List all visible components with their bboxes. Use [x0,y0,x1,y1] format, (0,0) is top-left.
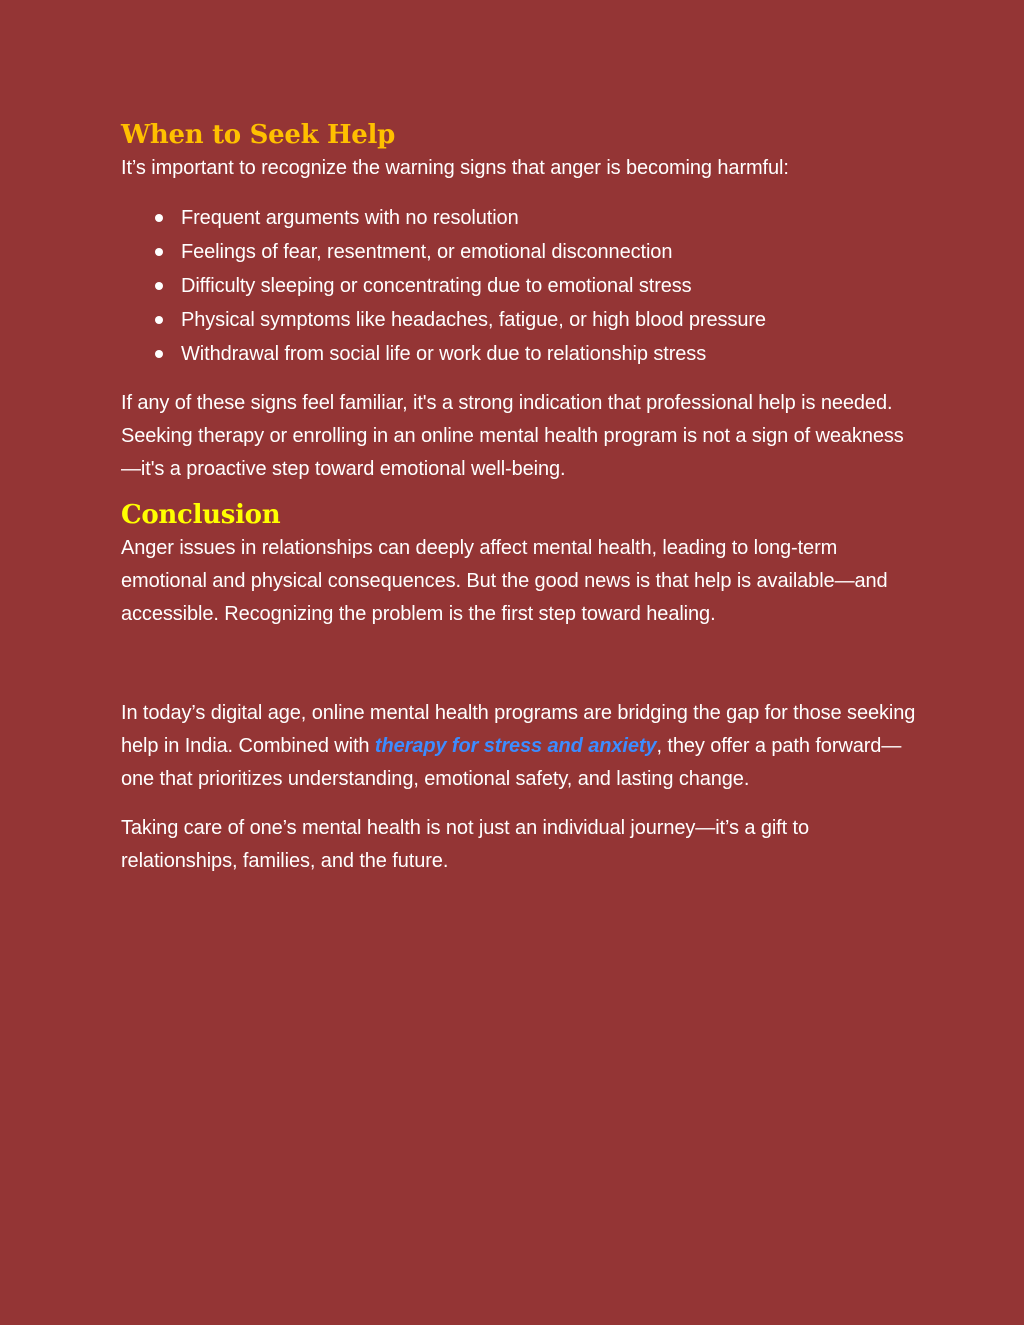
warning-signs-list [121,201,921,371]
section-heading-conclusion: Conclusion [121,500,281,530]
therapy-link[interactable]: therapy for stress and anxiety [374,735,657,757]
list-item-text: Withdrawal from social life or work due to relationship stress [181,343,707,365]
bullet-icon [155,214,163,222]
intro-paragraph: It’s important to recognize the warning signs that anger is becoming harmful: [121,157,789,179]
list-item [121,269,921,303]
list-item [121,303,921,337]
list-item-text: Physical symptoms like headaches, fatigue, or high blood pressure [181,309,766,331]
bullet-icon [155,350,163,358]
digital-age-paragraph [121,697,921,796]
paragraph-text: In today’s digital age, online mental health programs are bridging the gap for those seeking help in India. Combined with [121,702,916,757]
bullet-icon [155,248,163,256]
paragraph-text: , they offer a path forward—one that prioritizes understanding, emotional safety, and lasting change. [121,735,902,790]
bullet-icon [155,282,163,290]
section-heading-when-to-seek-help: When to Seek Help [121,120,395,150]
list-item [121,337,921,371]
list-item-text: Feelings of fear, resentment, or emotional disconnection [181,241,673,263]
list-item-text: Frequent arguments with no resolution [181,207,519,229]
list-item [121,201,921,235]
followup-paragraph: If any of these signs feel familiar, it's a strong indication that professional help is needed. Seeking therapy or enrolling in an online mental health program is not a sign of weakness—it's a proactive step toward emotional well-being. [121,392,904,480]
list-item-text: Difficulty sleeping or concentrating due to emotional stress [181,275,692,297]
list-item [121,235,921,269]
bullet-icon [155,316,163,324]
closing-paragraph: Taking care of one’s mental health is not just an individual journey—it’s a gift to relationships, families, and the future. [121,817,810,872]
conclusion-paragraph: Anger issues in relationships can deeply affect mental health, leading to long-term emotional and physical consequences. But the good news is that help is available—and accessible. Recognizing the problem is the first step toward healing. [121,537,888,625]
document-page [121,118,921,878]
